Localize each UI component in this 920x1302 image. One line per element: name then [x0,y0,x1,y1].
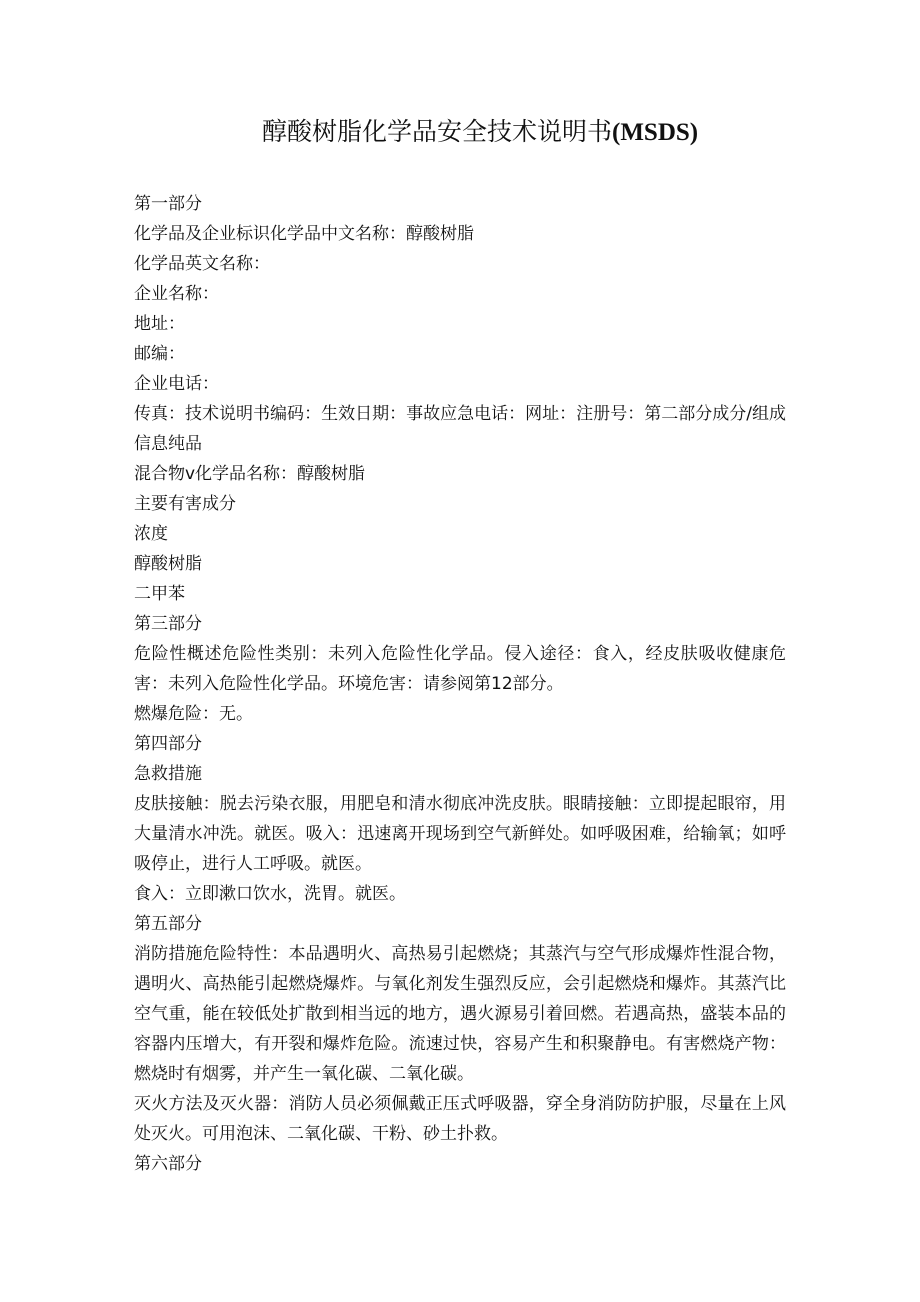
section-heading-part-4: 第四部分 [134,734,202,754]
concentration-label: 浓度 [134,524,168,544]
document-title-chinese: 醇酸树脂化学品安全技术说明书 [262,117,613,146]
chemical-chinese-name: 化学品及企业标识化学品中文名称：醇酸树脂 [134,224,474,244]
postal-code: 邮编： [134,344,185,364]
company-name: 企业名称： [134,284,219,304]
section-heading-part-3: 第三部分 [134,614,202,634]
company-phone: 企业电话： [134,374,219,394]
contact-fields-and-composition: 传真：技术说明书编码：生效日期：事故应急电话：网址：注册号：第二部分成分/组成信息纯品 [134,404,786,454]
ingestion-measures: 食入：立即漱口饮水，洗胃。就医。 [134,884,406,904]
mixture-chemical-name: 混合物v化学品名称：醇酸树脂 [134,464,366,484]
explosion-hazard: 燃爆危险：无。 [134,704,253,724]
chemical-english-name: 化学品英文名称： [134,254,270,274]
hazard-overview: 危险性概述危险性类别：未列入危险性化学品。侵入途径：食入，经皮肤吸收健康危害：未列入危险性化学品。环境危害：请参阅第12部分。 [134,644,786,694]
section-heading-part-6: 第六部分 [134,1154,202,1174]
document-body [134,189,786,1179]
first-aid-heading: 急救措施 [134,764,202,784]
document-title [262,114,822,151]
fire-fighting-hazards: 消防措施危险特性：本品遇明火、高热易引起燃烧；其蒸汽与空气形成爆炸性混合物，遇明火、高热能引起燃烧爆炸。与氧化剂发生强烈反应，会引起燃烧和爆炸。其蒸汽比空气重，能在较低处扩散到相当远的地方，遇火源易引着回燃。若遇高热，盛装本品的容器内压增大，有开裂和爆炸危险。流速过快，容易产生和积聚静电。有害燃烧产物：燃烧时有烟雾，并产生一氧化碳、二氧化碳。 [134,944,786,1084]
section-heading-part-5: 第五部分 [134,914,202,934]
component-alkyd-resin: 醇酸树脂 [134,554,202,574]
first-aid-measures: 皮肤接触：脱去污染衣服，用肥皂和清水彻底冲洗皮肤。眼睛接触：立即提起眼帘，用大量清水冲洗。就医。吸入：迅速离开现场到空气新鲜处。如呼吸困难，给输氧；如呼吸停止，进行人工呼吸。就医。 [134,794,786,874]
company-address: 地址： [134,314,185,334]
section-heading-part-1: 第一部分 [134,194,202,214]
hazardous-components-heading: 主要有害成分 [134,494,236,514]
component-xylene: 二甲苯 [134,584,185,604]
extinguishing-methods: 灭火方法及灭火器：消防人员必须佩戴正压式呼吸器，穿全身消防防护服，尽量在上风处灭火。可用泡沫、二氧化碳、干粉、砂土扑救。 [134,1094,786,1144]
document-title-abbreviation: (MSDS) [612,119,699,146]
